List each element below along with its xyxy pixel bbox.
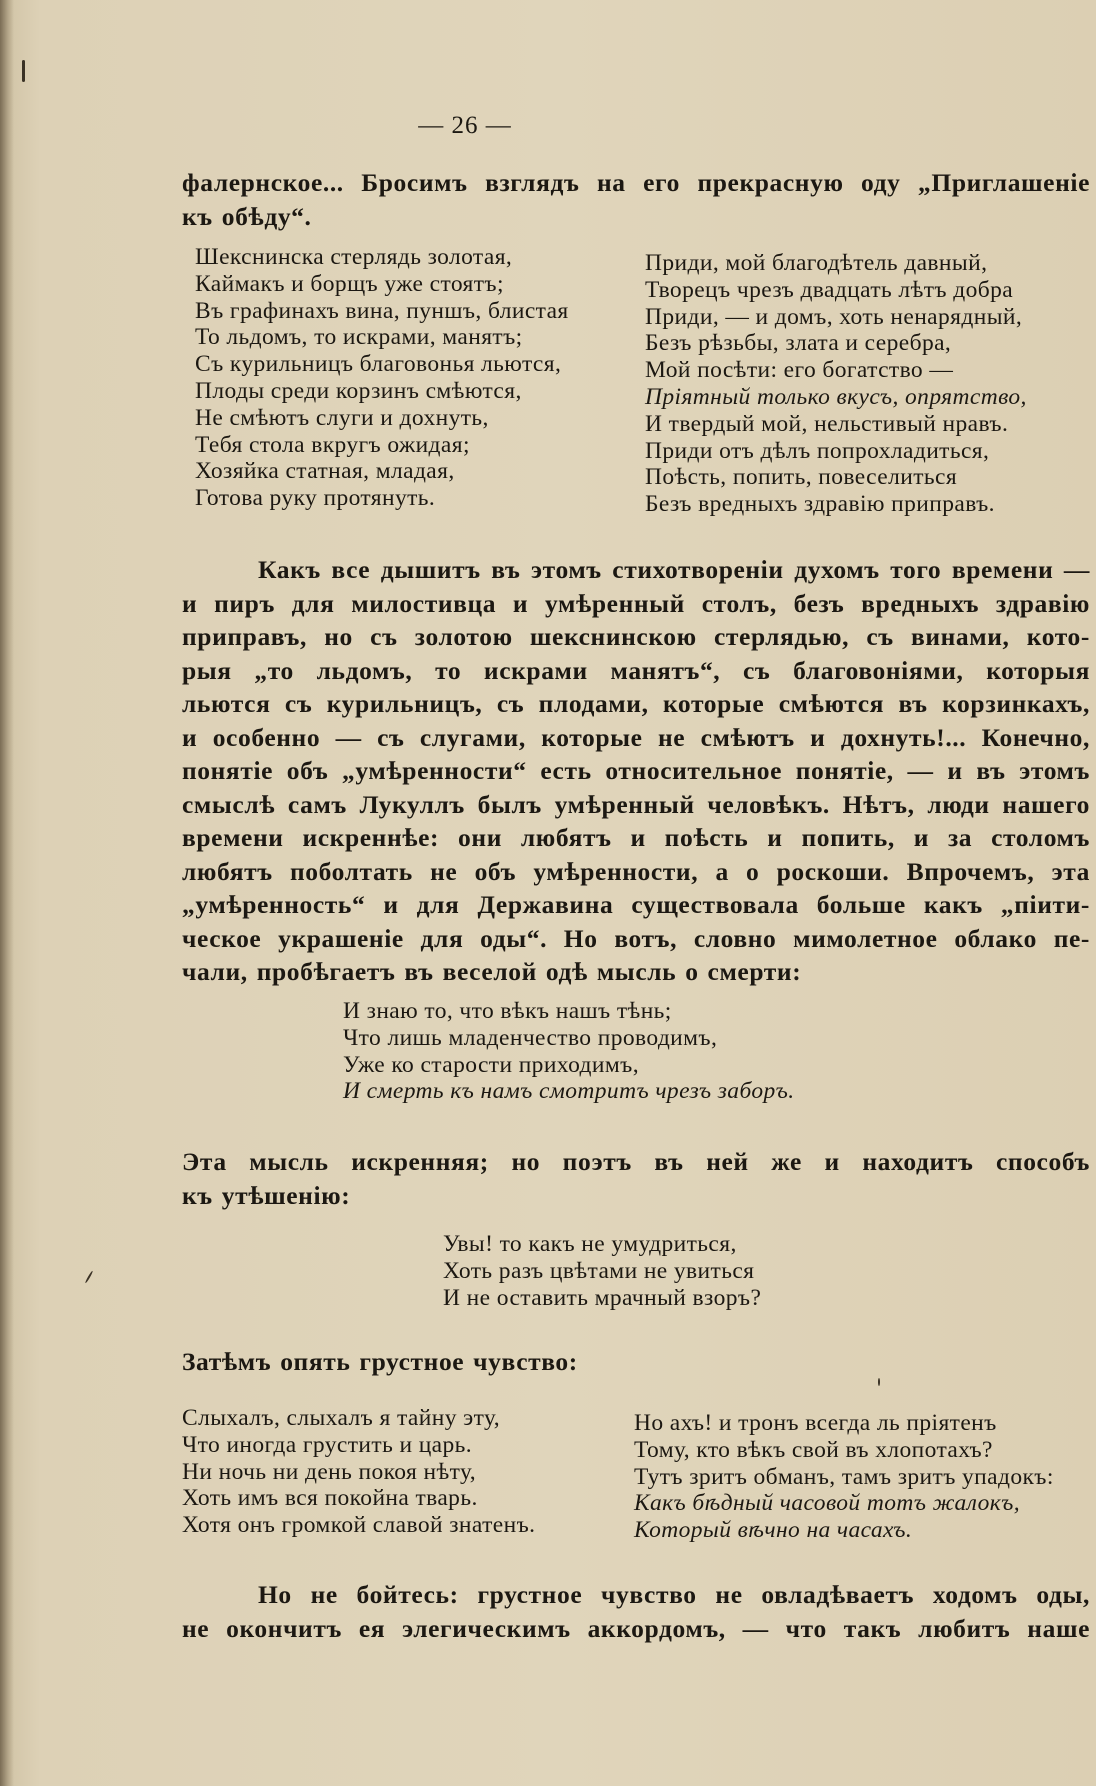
verse-line: Приди, — и домъ, хоть ненарядный, bbox=[645, 303, 1023, 330]
verse-line: Хотя онъ громкой славой знатенъ. bbox=[182, 1512, 536, 1539]
verse-line-italic: Который вѣчно на часахъ. bbox=[634, 1517, 913, 1544]
verse-line: Что иногда грустить и царь. bbox=[182, 1431, 473, 1458]
verse-line: Тебя стола вкругъ ожидая; bbox=[195, 431, 470, 458]
verse-line: Мой посѣти: его богатство — bbox=[645, 357, 954, 384]
verse-line: Плоды среди корзинъ смѣются, bbox=[195, 377, 522, 404]
page-number: — 26 — bbox=[418, 112, 512, 139]
print-speck bbox=[878, 1378, 880, 1386]
text-line: и пиръ для милостивца и умѣренный столъ, безъ вредныхъ здравію bbox=[182, 588, 1090, 618]
text-line: къ обѣду“. bbox=[182, 201, 312, 231]
text-line: Какъ все дышитъ въ этомъ стихотвореніи духомъ того времени — bbox=[258, 555, 1090, 584]
text-line: фалернское... Бросимъ взглядъ на его прекрасную оду „Приглашеніе bbox=[182, 168, 1090, 197]
verse-line: Поѣсть, попить, повеселиться bbox=[645, 464, 958, 491]
verse-line: Уже ко старости приходимъ, bbox=[343, 1051, 639, 1078]
verse-line: Что лишь младенчество проводимъ, bbox=[343, 1024, 718, 1051]
verse-2 bbox=[343, 998, 795, 1105]
verse-line: Слыхалъ, слыхалъ я тайну эту, bbox=[182, 1405, 501, 1431]
text-line: приправъ, но съ золотою шекснинскою стерлядью, съ винами, кото- bbox=[182, 622, 1090, 651]
verse-line: Съ курильницъ благовонья льются, bbox=[195, 351, 562, 378]
text-line: Но не бойтесь: грустное чувство не овладѣваетъ ходомъ оды, bbox=[258, 1580, 1090, 1609]
verse-line: И не оставить мрачный взоръ? bbox=[443, 1284, 762, 1311]
print-speck bbox=[85, 1270, 94, 1283]
verse-1-left-column bbox=[195, 244, 569, 512]
paragraph-4 bbox=[182, 1578, 1090, 1645]
text-line: „умѣренность“ и для Державина существовала больше какъ „піити- bbox=[182, 890, 1090, 919]
text-line: и особенно — съ слугами, которые не смѣютъ и дохнуть!... Конечно, bbox=[182, 722, 1090, 752]
verse-line: Творецъ чрезъ двадцать лѣтъ добра bbox=[645, 276, 1014, 303]
verse-line: Безъ рѣзьбы, злата и серебра, bbox=[645, 330, 952, 357]
text-line: къ утѣшенію: bbox=[182, 1180, 351, 1210]
text-line: чали, пробѣгаетъ въ веселой одѣ мысль о смерти: bbox=[182, 957, 802, 986]
page-edge-shadow bbox=[0, 0, 14, 1786]
paragraph-3 bbox=[182, 1345, 1090, 1379]
verse-line: Каймакъ и борщъ уже стоятъ; bbox=[195, 270, 504, 297]
verse-line: Ни ночь ни день покоя нѣту, bbox=[182, 1458, 477, 1485]
text-line: ческое украшеніе для оды“. Но вотъ, словно мимолетное облако пе- bbox=[182, 923, 1090, 953]
verse-line: То льдомъ, то искрами, манятъ; bbox=[195, 324, 523, 351]
verse-line-italic: И смерть къ намъ смотритъ чрезъ заборъ. bbox=[343, 1078, 795, 1105]
verse-1-right-column bbox=[645, 250, 1027, 518]
verse-line: Хоть разъ цвѣтами не увиться bbox=[443, 1257, 755, 1284]
paragraph-2 bbox=[182, 1145, 1090, 1212]
text-line: не окончитъ ея элегическимъ аккордомъ, — что такъ любитъ наше bbox=[182, 1613, 1090, 1643]
verse-line: Въ графинахъ вина, пуншъ, блистая bbox=[195, 297, 569, 324]
text-line: Затѣмъ опять грустное чувство: bbox=[182, 1347, 578, 1376]
verse-3 bbox=[443, 1231, 761, 1311]
verse-line: Но ахъ! и тронъ всегда ль пріятенъ bbox=[634, 1410, 997, 1436]
verse-line: И знаю то, что вѣкъ нашъ тѣнь; bbox=[343, 998, 672, 1024]
verse-line-italic: Какъ бѣдный часовой тотъ жалокъ, bbox=[634, 1490, 1021, 1517]
text-line: рыя „то льдомъ, то искрами манятъ“, съ благовоніями, которыя bbox=[182, 655, 1090, 685]
verse-line: Хозяйка статная, младая, bbox=[195, 458, 455, 485]
verse-line: Хоть имъ вся покойна тварь. bbox=[182, 1485, 478, 1512]
verse-4-right-column bbox=[634, 1410, 1054, 1544]
text-line: Эта мысль искренняя; но поэтъ въ ней же и находитъ способъ bbox=[182, 1147, 1090, 1176]
text-line: льются съ курильницъ, съ плодами, которые смѣются въ корзинкахъ, bbox=[182, 689, 1090, 718]
verse-line-italic: Пріятный только вкусъ, опрятство, bbox=[645, 383, 1027, 410]
verse-line: Шекснинска стерлядь золотая, bbox=[195, 244, 513, 270]
text-line: смыслѣ самъ Лукуллъ былъ умѣренный человѣкъ. Нѣтъ, люди нашего bbox=[182, 789, 1090, 819]
verse-line: Готова руку протянуть. bbox=[195, 485, 436, 512]
verse-line: Увы! то какъ не умудриться, bbox=[443, 1231, 737, 1257]
verse-line: Не смѣютъ слуги и дохнуть, bbox=[195, 404, 489, 431]
verse-line: Приди отъ дѣлъ попрохладиться, bbox=[645, 437, 990, 464]
print-speck bbox=[22, 60, 25, 82]
text-line: понятіе объ „умѣренности“ есть относительное понятіе, — и въ этомъ bbox=[182, 756, 1090, 785]
verse-line: Тому, кто вѣкъ свой въ хлопотахъ? bbox=[634, 1436, 993, 1463]
verse-4-left-column bbox=[182, 1405, 535, 1539]
verse-line: И твердый мой, нельстивый нравъ. bbox=[645, 410, 1009, 437]
text-line: любятъ поболтать не объ умѣренности, а о роскоши. Впрочемъ, эта bbox=[182, 856, 1090, 886]
verse-line: Тутъ зритъ обманъ, тамъ зритъ упадокъ: bbox=[634, 1463, 1054, 1490]
verse-line: Безъ вредныхъ здравію приправъ. bbox=[645, 491, 995, 518]
verse-line: Приди, мой благодѣтель давный, bbox=[645, 250, 988, 276]
intro-paragraph bbox=[182, 166, 1090, 233]
paragraph-1 bbox=[182, 553, 1090, 989]
text-line: времени искреннѣе: они любятъ и поѣсть и попить, и за столомъ bbox=[182, 823, 1090, 852]
